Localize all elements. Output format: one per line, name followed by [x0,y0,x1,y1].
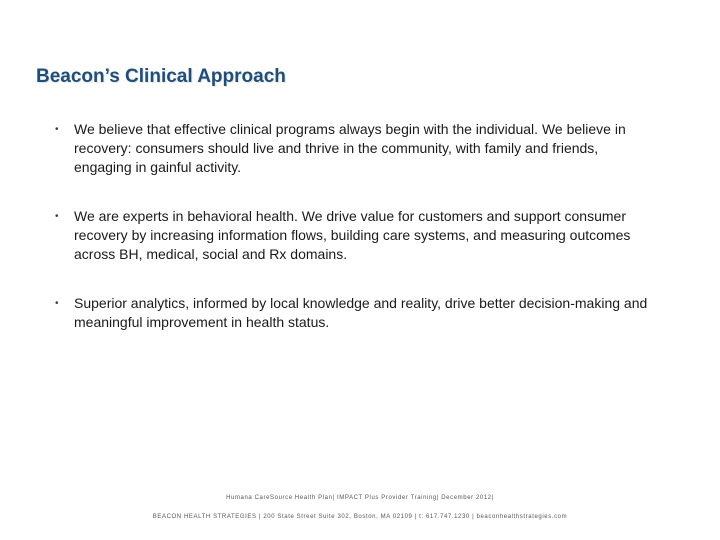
bullet-marker: • [55,211,59,222]
bullet-item [52,294,652,332]
footer-contact-line: BEACON HEALTH STRATEGIES | 200 State Street Suite 302, Boston, MA 02109 | t: 617.747.1230 | beaconhealthstrategies.com [152,514,568,520]
bullet-text: We are experts in behavioral health. We drive value for customers and support consumer recovery by increasing information flows, building care systems, and measuring outcomes across BH, medical, social and Rx domains. [74,208,631,262]
bullet-item [52,207,652,264]
bullet-marker: • [55,298,59,309]
bullet-text: Superior analytics, informed by local knowledge and reality, drive better decision-making and meaningful improvement in health status. [74,295,648,330]
footer-event-line: Humana CareSource Health Plan| IMPACT Plus Provider Training| December 2012| [226,495,494,501]
slide-title: Beacon’s Clinical Approach [36,66,286,87]
bullet-list [52,120,652,332]
bullet-text: We believe that effective clinical programs always begin with the individual. We believe in recovery: consumers should live and thrive in the community, with family and friends, engaging in gainful activity. [74,121,626,175]
bullet-item [52,120,652,177]
bullet-marker: • [55,124,59,135]
